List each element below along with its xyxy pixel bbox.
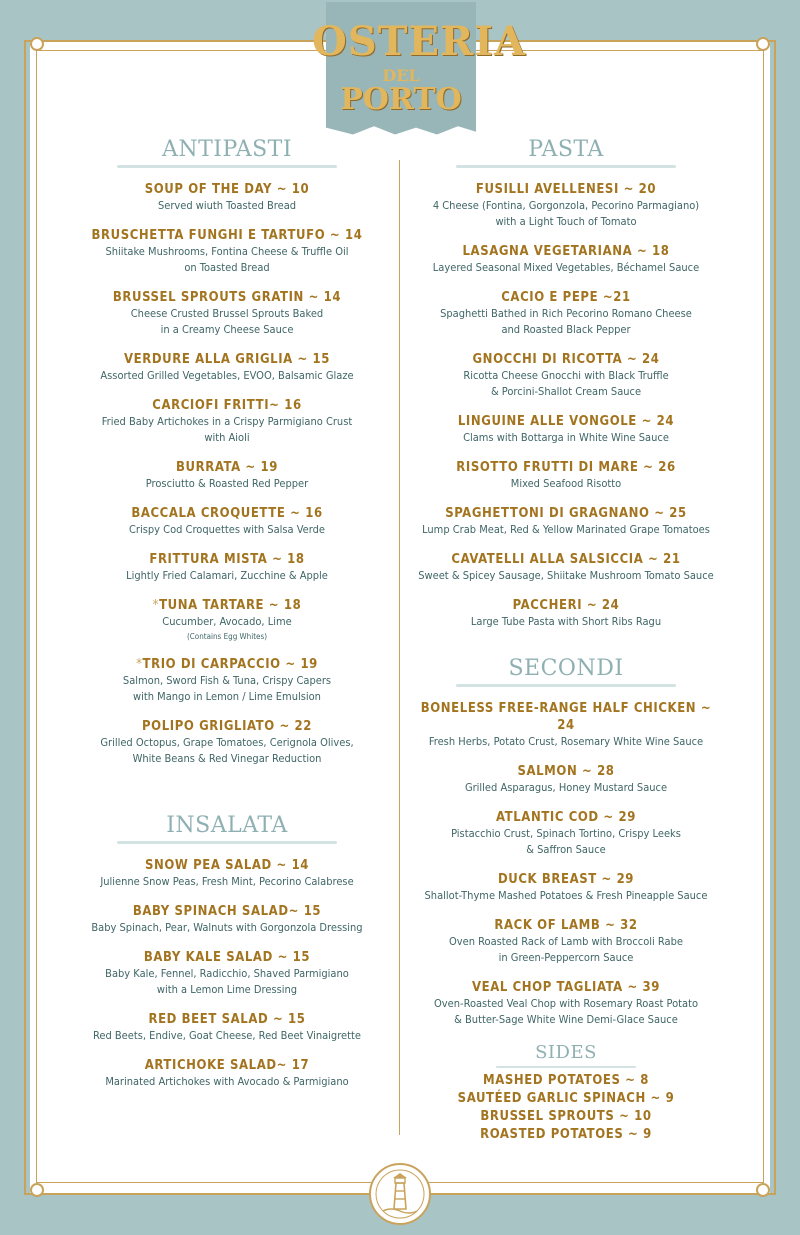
menu-item-description: Lightly Fried Calamari, Zucchine & Apple <box>126 569 328 582</box>
menu-item-description: Cucumber, Avocado, Lime <box>162 615 292 628</box>
section-rule <box>496 1066 636 1068</box>
menu-item-name <box>416 243 716 260</box>
menu-item-description: 4 Cheese (Fontina, Gorgonzola, Pecorino Parmagiano) with a Light Touch of Tomato <box>432 199 700 228</box>
corner-ornament <box>756 37 770 51</box>
menu-item-name <box>70 227 384 244</box>
menu-item-name <box>70 289 384 306</box>
menu-item-description: Oven Roasted Rack of Lamb with Broccoli Rabe in Green-Peppercorn Sauce <box>449 935 683 964</box>
menu-item-description: Grilled Asparagus, Honey Mustard Sauce <box>464 781 668 794</box>
menu-item-title: SPAGHETTONI DI GRAGNANO ~ 25 <box>445 506 687 521</box>
menu-item-title: FUSILLI AVELLENESI ~ 20 <box>475 182 657 197</box>
menu-item-title: BRUSCHETTA FUNGHI E TARTUFO ~ 14 <box>91 228 363 243</box>
side-item: BRUSSEL SPROUTS ~ 10 <box>480 1109 652 1124</box>
side-item: MASHED POTATOES ~ 8 <box>482 1073 649 1088</box>
menu-item-name <box>70 181 384 198</box>
menu-item <box>416 289 716 338</box>
menu-item-title: PACCHERI ~ 24 <box>512 598 620 613</box>
menu-item <box>416 871 716 904</box>
menu-item-description: Red Beets, Endive, Goat Cheese, Red Beet Vinaigrette <box>93 1029 361 1042</box>
menu-item-title: SNOW PEA SALAD ~ 14 <box>144 858 310 873</box>
insalata-list <box>70 857 384 1090</box>
menu-item-description: Crispy Cod Croquettes with Salsa Verde <box>129 523 325 536</box>
section-rule <box>456 684 676 687</box>
logo-line3: PORTO <box>340 82 462 117</box>
menu-item-title: VEAL CHOP TAGLIATA ~ 39 <box>471 980 661 995</box>
menu-item <box>70 351 384 384</box>
menu-item-title: RISOTTO FRUTTI DI MARE ~ 26 <box>456 460 676 475</box>
menu-item-description: Assorted Grilled Vegetables, EVOO, Balsamic Glaze <box>100 369 354 382</box>
menu-item-description: Baby Kale, Fennel, Radicchio, Shaved Parmigiano with a Lemon Lime Dressing <box>105 967 349 996</box>
column-divider <box>399 160 400 1135</box>
menu-item-name <box>416 809 716 826</box>
menu-item <box>70 1057 384 1090</box>
menu-item-name <box>70 597 384 614</box>
menu-item-title: LASAGNA VEGETARIANA ~ 18 <box>462 244 670 259</box>
menu-item-name <box>416 763 716 780</box>
menu-item-name <box>70 1011 384 1028</box>
menu-item <box>70 227 384 276</box>
menu-item-title: RED BEET SALAD ~ 15 <box>148 1012 306 1027</box>
pasta-list <box>416 181 716 630</box>
menu-item-name <box>70 718 384 735</box>
menu-item <box>70 656 384 705</box>
menu-item-name <box>416 979 716 996</box>
menu-item-name <box>70 949 384 966</box>
menu-item <box>70 1011 384 1044</box>
menu-item <box>70 857 384 890</box>
menu-item <box>416 979 716 1028</box>
menu-item <box>416 809 716 858</box>
menu-item-description: Layered Seasonal Mixed Vegetables, Béchamel Sauce <box>432 261 700 274</box>
left-column <box>70 137 384 1090</box>
menu-item-title: CAVATELLI ALLA SALSICCIA ~ 21 <box>451 552 681 567</box>
menu-item-description: Baby Spinach, Pear, Walnuts with Gorgonzola Dressing <box>91 921 363 934</box>
menu-item-name <box>70 397 384 414</box>
menu-item <box>416 505 716 538</box>
menu-item <box>70 949 384 998</box>
menu-item-title: ARTICHOKE SALAD~ 17 <box>144 1058 310 1073</box>
side-item: ROASTED POTATOES ~ 9 <box>480 1127 652 1142</box>
menu-item <box>70 397 384 446</box>
menu-item-title: ATLANTIC COD ~ 29 <box>496 810 636 825</box>
section-title-pasta: PASTA <box>528 137 604 162</box>
logo-line2: DEL <box>382 66 420 85</box>
menu-item-description: Prosciutto & Roasted Red Pepper <box>145 477 309 490</box>
section-title-insalata: INSALATA <box>166 813 288 838</box>
menu-item-note: (Contains Egg Whites) <box>186 632 268 641</box>
menu-item <box>416 351 716 400</box>
menu-item-title: BABY KALE SALAD ~ 15 <box>143 950 311 965</box>
menu-item-name <box>70 656 384 673</box>
menu-item-title: TUNA TARTARE ~ 18 <box>159 598 302 613</box>
menu-item-title: DUCK BREAST ~ 29 <box>497 872 635 887</box>
section-rule <box>117 165 337 168</box>
menu-item <box>416 917 716 966</box>
menu-item-title: CARCIOFI FRITTI~ 16 <box>152 398 302 413</box>
menu-item-description: Oven-Roasted Veal Chop with Rosemary Roast Potato & Butter-Sage White Wine Demi-Glace Sauce <box>433 997 699 1026</box>
menu-item-description: Cheese Crusted Brussel Sprouts Baked in a Creamy Cheese Sauce <box>130 307 324 336</box>
secondi-list <box>416 700 716 1028</box>
menu-item-description: Mixed Seafood Risotto <box>510 477 622 490</box>
menu-item-title: BONELESS FREE-RANGE HALF CHICKEN ~ 24 <box>420 701 712 733</box>
menu-item <box>416 763 716 796</box>
menu-item-description: Ricotta Cheese Gnocchi with Black Truffle & Porcini-Shallot Cream Sauce <box>463 369 669 398</box>
section-title-sides: SIDES <box>535 1042 597 1063</box>
menu-item-title: BURRATA ~ 19 <box>176 460 278 475</box>
menu-item-name <box>416 413 716 430</box>
lighthouse-icon <box>369 1163 431 1225</box>
menu-item-name <box>416 289 716 306</box>
menu-item-title: GNOCCHI DI RICOTTA ~ 24 <box>472 352 660 367</box>
menu-item <box>70 551 384 584</box>
menu-item-name <box>416 917 716 934</box>
corner-ornament <box>756 1183 770 1197</box>
menu-item <box>416 243 716 276</box>
menu-item-title: BRUSSEL SPROUTS GRATIN ~ 14 <box>112 290 342 305</box>
menu-item-name <box>416 505 716 522</box>
menu-item <box>70 903 384 936</box>
raw-item-asterisk: * <box>152 598 160 613</box>
menu-item-description: Lump Crab Meat, Red & Yellow Marinated Grape Tomatoes <box>422 523 710 536</box>
section-rule <box>456 165 676 168</box>
menu-item <box>70 459 384 492</box>
menu-item-name <box>416 459 716 476</box>
menu-item <box>70 505 384 538</box>
menu-item-title: VERDURE ALLA GRIGLIA ~ 15 <box>123 352 331 367</box>
menu-item-title: SOUP OF THE DAY ~ 10 <box>144 182 310 197</box>
menu-item-title: BACCALA CROQUETTE ~ 16 <box>131 506 323 521</box>
menu-item-name <box>416 597 716 614</box>
menu-item-title: LINGUINE ALLE VONGOLE ~ 24 <box>457 414 675 429</box>
menu-item <box>416 551 716 584</box>
menu-item <box>70 289 384 338</box>
menu-item-name <box>70 857 384 874</box>
menu-item-description: Served wiuth Toasted Bread <box>157 199 297 212</box>
menu-item <box>70 597 384 643</box>
menu-item-title: POLIPO GRIGLIATO ~ 22 <box>141 719 312 734</box>
antipasti-list <box>70 181 384 767</box>
menu-item-title: SALMON ~ 28 <box>517 764 615 779</box>
menu-item-name <box>416 551 716 568</box>
right-column <box>416 137 716 1144</box>
menu-item-description: Pistacchio Crust, Spinach Tortino, Crispy Leeks & Saffron Sauce <box>451 827 681 856</box>
logo-line1: OSTERIA <box>312 18 526 65</box>
corner-ornament <box>30 1183 44 1197</box>
side-item: SAUTÉED GARLIC SPINACH ~ 9 <box>457 1091 675 1106</box>
menu-item-name <box>70 459 384 476</box>
menu-item-description: Shiitake Mushrooms, Fontina Cheese & Truffle Oil on Toasted Bread <box>105 245 349 274</box>
menu-item-name <box>416 351 716 368</box>
menu-item-description: Julienne Snow Peas, Fresh Mint, Pecorino Calabrese <box>100 875 354 888</box>
menu-item-description: Large Tube Pasta with Short Ribs Ragu <box>470 615 662 628</box>
section-rule <box>117 841 337 844</box>
menu-item-name <box>416 181 716 198</box>
section-title-secondi: SECONDI <box>508 656 624 681</box>
menu-item <box>416 459 716 492</box>
menu-item-description: Sweet & Spicey Sausage, Shiitake Mushroom Tomato Sauce <box>418 569 714 582</box>
menu-item-description: Clams with Bottarga in White Wine Sauce <box>463 431 669 444</box>
menu-item <box>70 181 384 214</box>
menu-item-title: BABY SPINACH SALAD~ 15 <box>132 904 322 919</box>
menu-item-description: Grilled Octopus, Grape Tomatoes, Cerignola Olives, White Beans & Red Vinegar Reduction <box>100 736 354 765</box>
section-title-antipasti: ANTIPASTI <box>161 137 293 162</box>
menu-item-name <box>416 871 716 888</box>
menu-item-title: CACIO E PEPE ~21 <box>501 290 631 305</box>
menu-item <box>70 718 384 767</box>
menu-item-description: Fresh Herbs, Potato Crust, Rosemary White Wine Sauce <box>428 735 704 748</box>
menu-item-name <box>70 351 384 368</box>
menu-item-description: Fried Baby Artichokes in a Crispy Parmigiano Crust with Aioli <box>101 415 353 444</box>
menu-item <box>416 597 716 630</box>
menu-item-title: FRITTURA MISTA ~ 18 <box>149 552 305 567</box>
menu-item-description: Salmon, Sword Fish & Tuna, Crispy Capers with Mango in Lemon / Lime Emulsion <box>122 674 332 703</box>
menu-item-description: Spaghetti Bathed in Rich Pecorino Romano Cheese and Roasted Black Pepper <box>440 307 692 336</box>
menu-item-name <box>416 700 716 734</box>
corner-ornament <box>30 37 44 51</box>
sides-list <box>416 1072 716 1144</box>
menu-item <box>416 181 716 230</box>
menu-item-description: Shallot-Thyme Mashed Potatoes & Fresh Pineapple Sauce <box>424 889 708 902</box>
menu-item-name <box>70 551 384 568</box>
raw-item-asterisk: * <box>136 657 143 672</box>
menu-item <box>416 700 716 750</box>
menu-item-name <box>70 505 384 522</box>
menu-item-name <box>70 1057 384 1074</box>
menu-item-name <box>70 903 384 920</box>
menu-item <box>416 413 716 446</box>
menu-item-title: RACK OF LAMB ~ 32 <box>494 918 638 933</box>
menu-item-title: TRIO DI CARPACCIO ~ 19 <box>142 657 318 672</box>
menu-item-description: Marinated Artichokes with Avocado & Parmigiano <box>105 1075 349 1088</box>
